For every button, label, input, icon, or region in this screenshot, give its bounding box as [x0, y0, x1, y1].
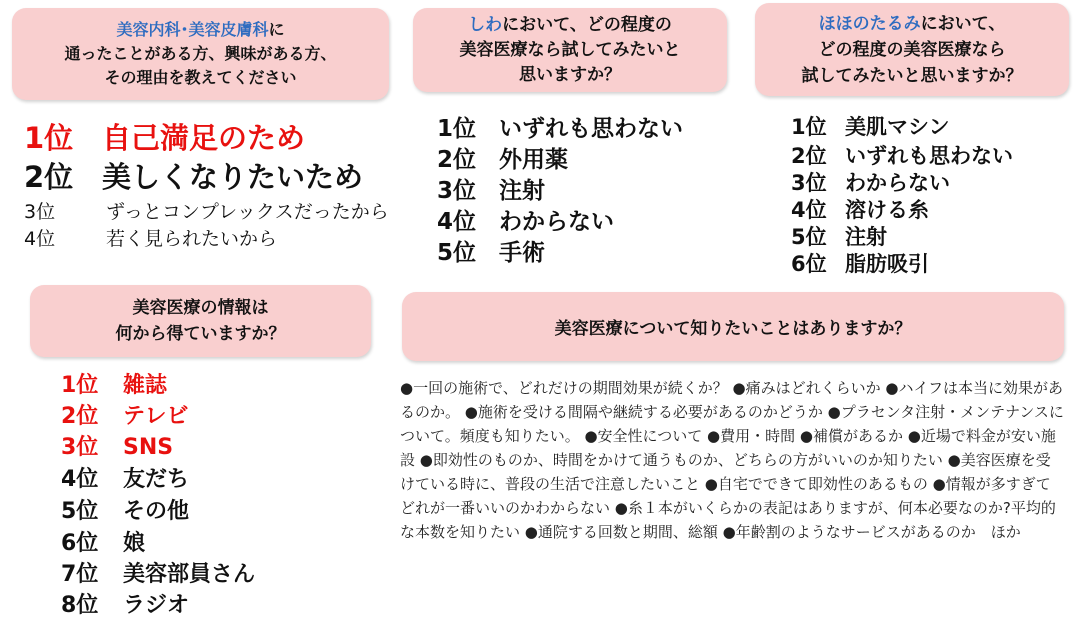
rank-number: 3位 [61, 435, 99, 460]
question-title-line: 美容内科･美容皮膚科に [116, 20, 285, 39]
rank-item [61, 557, 255, 588]
rank-label: 友だち [123, 467, 190, 492]
rank-label: ラジオ [123, 593, 190, 618]
rank-label: 手術 [499, 240, 545, 266]
rank-number: 1位 [24, 121, 74, 155]
question-title-line: どの程度の美容医療なら [818, 39, 1006, 60]
rank-item [791, 111, 949, 141]
question-title-line: ほほのたるみにおいて、 [818, 13, 1006, 34]
question-title-line: しわにおいて、どの程度の [468, 14, 672, 35]
question-title-line: 思いますか？ [519, 64, 621, 85]
rank-item [61, 494, 189, 525]
rank-label: わからない [499, 209, 614, 235]
question-box-beauty-clinic-reason [12, 8, 389, 100]
rank-number: 4位 [437, 209, 477, 235]
rank-item [61, 399, 189, 430]
rank-label: 娘 [123, 531, 146, 556]
rank-item [437, 141, 568, 174]
rank-label: 若く見られたいから [106, 228, 278, 250]
question-title-line: 美容医療の情報は [132, 298, 269, 318]
question-title-line: その理由を教えてください [104, 68, 297, 87]
rank-item [437, 172, 545, 205]
rank-number: 1位 [437, 116, 477, 142]
rank-label: 美容部員さん [123, 562, 256, 587]
rank-label: その他 [123, 499, 190, 524]
rank-number: 6位 [791, 252, 827, 276]
rank-item [61, 526, 145, 557]
rank-number: 5位 [791, 225, 827, 249]
highlight-keyword: 美容内科･美容皮膚科 [116, 20, 269, 39]
rank-label: SNS [123, 435, 174, 460]
rank-number: 3位 [24, 201, 56, 223]
rank-item [437, 110, 683, 143]
highlight-keyword: ほほのたるみ [818, 13, 921, 34]
question-box-want-to-know [402, 292, 1064, 361]
rank-item [61, 588, 189, 619]
rank-item [791, 140, 1013, 170]
rank-item [24, 224, 277, 251]
rank-item [24, 116, 305, 157]
highlight-keyword: しわ [468, 14, 503, 35]
question-box-info-source [30, 285, 371, 357]
rank-item [61, 462, 189, 493]
rank-label: テレビ [123, 404, 189, 429]
rank-number: 3位 [437, 178, 477, 204]
question-title-line: 試してみたいと思いますか？ [801, 65, 1023, 86]
rank-number: 6位 [61, 531, 99, 556]
rank-label: 外用薬 [499, 147, 568, 173]
rank-label: 溶ける糸 [845, 198, 929, 222]
rank-item [791, 167, 950, 197]
question-box-cheek-sagging [755, 3, 1069, 96]
rank-item [437, 234, 545, 267]
rank-item [24, 155, 363, 196]
rank-label: 脂肪吸引 [845, 252, 929, 276]
rank-number: 4位 [791, 198, 827, 222]
rank-number: 4位 [61, 467, 99, 492]
rank-label: 自己満足のため [102, 121, 306, 155]
rank-number: 2位 [437, 147, 477, 173]
rank-number: 5位 [437, 240, 477, 266]
rank-label: 美肌マシン [845, 115, 950, 139]
rank-number: 3位 [791, 171, 827, 195]
rank-item [24, 197, 389, 224]
rank-number: 1位 [61, 373, 99, 398]
rank-number: 2位 [61, 404, 99, 429]
free-answers-text: ●一回の施術で、どれだけの期間効果が続くか？ ●痛みはどれくらいか ●ハイフは本当に効果があるのか。 ●施術を受ける間隔や継続する必要があるのかどうか ●プラセンタ注射・メンテナンスについて。頻度も知りたい。 ●安全性について ●費用・時間 ●補償があるか ●近場で料金が安い施設 ●即効性のものか、時間をかけて通うものか、どちらの方がいいのか知りたい ●美容医療を受けている時に、普段の生活で注意したいこと ●自宅でできて即効性のあるもの ●情報が多すぎてどれが一番いいのかわからない ●糸１本がいくらかの表記はありますが、何本必要なのか?平均的な本数を知りたい ●通院する回数と期間、総額 ●年齢割のようなサービスがあるのか ほか [400, 379, 1064, 541]
rank-item [791, 194, 929, 224]
rank-number: 1位 [791, 115, 827, 139]
rank-number: 2位 [791, 144, 827, 168]
rank-item [61, 368, 167, 399]
question-title: 美容医療について知りたいことはありますか？ [554, 319, 912, 339]
rank-item [61, 430, 173, 461]
question-title-line: 美容医療なら試してみたいと [459, 39, 681, 60]
rank-label: わからない [845, 171, 950, 195]
rank-number: 7位 [61, 562, 99, 587]
rank-label: 注射 [499, 178, 545, 204]
rank-label: いずれも思わない [499, 116, 683, 142]
question-title-line: 通ったことがある方、興味がある方、 [64, 44, 337, 63]
rank-number: 2位 [24, 160, 74, 194]
rank-item [791, 248, 929, 278]
rank-number: 4位 [24, 228, 56, 250]
rank-number: 8位 [61, 593, 99, 618]
rank-label: 雑誌 [123, 373, 168, 398]
question-box-wrinkles [413, 8, 727, 92]
rank-number: 5位 [61, 499, 99, 524]
rank-item [791, 221, 887, 251]
rank-label: いずれも思わない [845, 144, 1013, 168]
rank-label: 美しくなりたいため [102, 160, 364, 194]
rank-label: 注射 [845, 225, 887, 249]
rank-item [437, 203, 614, 236]
question-title-line: 何から得ていますか？ [115, 324, 286, 344]
rank-label: ずっとコンプレックスだったから [106, 201, 389, 223]
